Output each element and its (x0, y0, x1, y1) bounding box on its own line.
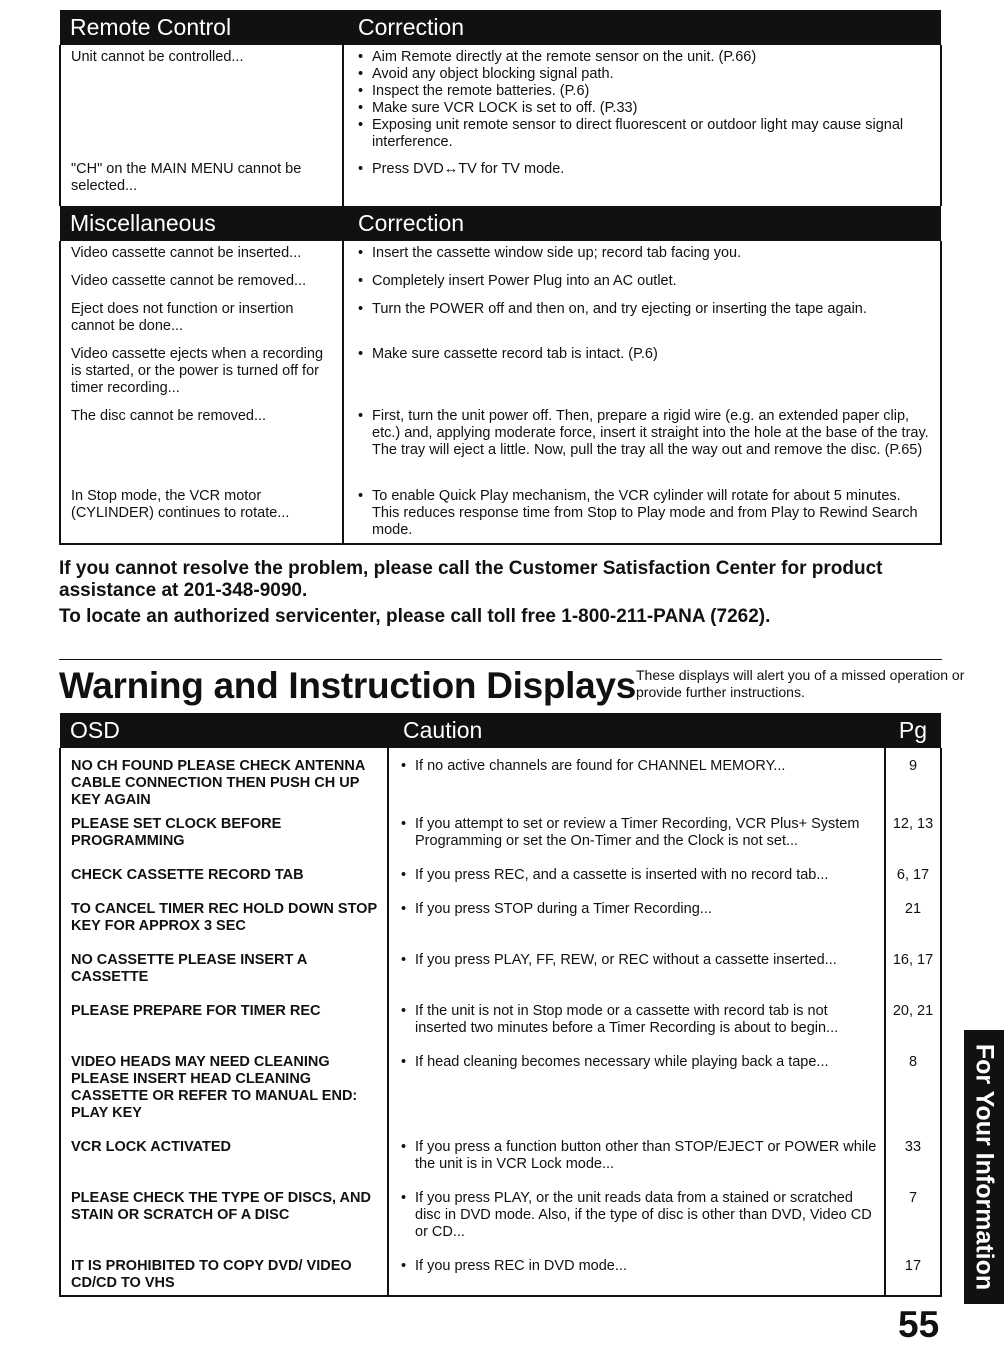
symptom-cell: In Stop mode, the VCR motor (CYLINDER) continues to rotate... (60, 484, 343, 544)
misc-correction-header: Correction (343, 206, 941, 241)
osd-table (59, 713, 942, 1297)
miscellaneous-header: Miscellaneous (60, 206, 343, 241)
symptom-cell: "CH" on the MAIN MENU cannot be selected... (60, 157, 343, 206)
table-row (60, 1258, 941, 1296)
caution-text: • If you press PLAY, or the unit reads data from a stained or scratched disc in DVD mode. Also, if the type of disc is other than DVD, Video CD or CD... (401, 1190, 878, 1241)
page-ref: 16, 17 (885, 952, 941, 1003)
symptom-cell: Video cassette ejects when a recording is started, or the power is turned off for timer recording... (60, 342, 343, 404)
table-row (60, 241, 941, 269)
symptom-cell: Eject does not function or insertion cannot be done... (60, 297, 343, 342)
caution-text: • If you press REC in DVD mode... (401, 1258, 878, 1275)
caution-text: • If you press PLAY, FF, REW, or REC without a cassette inserted... (401, 952, 878, 969)
correction-item: • Make sure VCR LOCK is set to off. (P.33) (358, 100, 930, 117)
symptom-cell: The disc cannot be removed... (60, 404, 343, 484)
miscellaneous-table (59, 206, 942, 545)
section-title: Warning and Instruction Displays (59, 665, 636, 706)
table-row (60, 1139, 941, 1190)
correction-cell (343, 45, 941, 157)
osd-message: VCR LOCK ACTIVATED (60, 1139, 388, 1190)
page-number: 55 (898, 1304, 940, 1345)
osd-message: TO CANCEL TIMER REC HOLD DOWN STOP KEY FOR APPROX 3 SEC (60, 901, 388, 952)
caution-text: • If head cleaning becomes necessary while playing back a tape... (401, 1054, 878, 1071)
correction-item: • Press DVD↔TV for TV mode. (358, 161, 930, 178)
table-row (60, 342, 941, 404)
osd-message: VIDEO HEADS MAY NEED CLEANING PLEASE INSERT HEAD CLEANING CASSETTE OR REFER TO MANUAL END: PLAY KEY (60, 1054, 388, 1139)
correction-cell (343, 157, 941, 206)
symptom-cell: Video cassette cannot be inserted... (60, 241, 343, 269)
table-row (60, 45, 941, 157)
caution-text: • If the unit is not in Stop mode or a cassette with record tab is not inserted two minutes before a Timer Recording is about to begin... (401, 1003, 878, 1037)
caution-header: Caution (388, 713, 885, 748)
correction-item: • Make sure cassette record tab is intact. (P.6) (358, 346, 930, 363)
table-row (60, 1190, 941, 1258)
osd-message: PLEASE SET CLOCK BEFORE PROGRAMMING (60, 816, 388, 867)
section-subtitle: These displays will alert you of a missed operation or provide further instructions. (636, 667, 965, 700)
table-row (60, 867, 941, 901)
correction-item: • Insert the cassette window side up; record tab facing you. (358, 245, 930, 262)
correction-item: • Turn the POWER off and then on, and try ejecting or inserting the tape again. (358, 301, 930, 318)
correction-item: • First, turn the unit power off. Then, prepare a rigid wire (e.g. an extended paper clip, etc.) and, applying moderate force, insert it straight into the hole at the base of the tray. The tray will eject a little. Now, pull the tray all the way out and remove the disc. (P.65) (358, 408, 930, 459)
page-ref: 6, 17 (885, 867, 941, 901)
correction-item: • To enable Quick Play mechanism, the VCR cylinder will rotate for about 5 minutes. This reduces response time from Stop to Play mode and from Play to Rewind Search mode. (358, 488, 930, 539)
side-tab-label: For Your Information (970, 1043, 999, 1291)
correction-item: • Exposing unit remote sensor to direct fluorescent or outdoor light may cause signal interference. (358, 117, 930, 151)
section-side-tab (964, 1030, 1004, 1304)
osd-message: CHECK CASSETTE RECORD TAB (60, 867, 388, 901)
page-ref: 8 (885, 1054, 941, 1139)
table-row (60, 404, 941, 484)
table-row (60, 816, 941, 867)
table-row (60, 157, 941, 206)
remote-correction-header: Correction (343, 10, 941, 45)
customer-service-note: If you cannot resolve the problem, please call the Customer Satisfaction Center for product assistance at 201-348-9090. (59, 558, 883, 601)
symptom-cell: Unit cannot be controlled... (60, 45, 343, 157)
table-row (60, 1003, 941, 1054)
caution-text: • If you press a function button other than STOP/EJECT or POWER while the unit is in VCR Lock mode... (401, 1139, 878, 1173)
page-ref: 7 (885, 1190, 941, 1258)
table-row (60, 269, 941, 297)
table-row (60, 758, 941, 816)
osd-message: IT IS PROHIBITED TO COPY DVD/ VIDEO CD/CD TO VHS (60, 1258, 388, 1296)
caution-text: • If no active channels are found for CHANNEL MEMORY... (401, 758, 878, 775)
correction-item: • Aim Remote directly at the remote sensor on the unit. (P.66) (358, 49, 930, 66)
remote-control-table (59, 10, 942, 206)
osd-message: NO CASSETTE PLEASE INSERT A CASSETTE (60, 952, 388, 1003)
table-row (60, 484, 941, 544)
page-ref: 12, 13 (885, 816, 941, 867)
correction-item: • Avoid any object blocking signal path. (358, 66, 930, 83)
table-row (60, 952, 941, 1003)
osd-header: OSD (60, 713, 388, 748)
osd-message: PLEASE CHECK THE TYPE OF DISCS, AND STAIN OR SCRATCH OF A DISC (60, 1190, 388, 1258)
table-row (60, 297, 941, 342)
page-ref: 17 (885, 1258, 941, 1296)
table-row (60, 1054, 941, 1139)
symptom-cell: Video cassette cannot be removed... (60, 269, 343, 297)
caution-text: • If you attempt to set or review a Timer Recording, VCR Plus+ System Programming or set the On-Timer and the Clock is not set... (401, 816, 878, 850)
table-row (60, 901, 941, 952)
correction-item: • Completely insert Power Plug into an AC outlet. (358, 273, 930, 290)
page-ref: 21 (885, 901, 941, 952)
correction-item: • Inspect the remote batteries. (P.6) (358, 83, 930, 100)
section-divider (59, 659, 942, 660)
osd-message: PLEASE PREPARE FOR TIMER REC (60, 1003, 388, 1054)
servicenter-note: To locate an authorized servicenter, please call toll free 1-800-211-PANA (7262). (59, 606, 771, 627)
caution-text: • If you press REC, and a cassette is inserted with no record tab... (401, 867, 878, 884)
page-ref: 33 (885, 1139, 941, 1190)
remote-control-header: Remote Control (60, 10, 343, 45)
osd-message: NO CH FOUND PLEASE CHECK ANTENNA CABLE CONNECTION THEN PUSH CH UP KEY AGAIN (60, 758, 388, 816)
page-ref: 20, 21 (885, 1003, 941, 1054)
page-ref: 9 (885, 758, 941, 816)
pg-header: Pg (885, 713, 941, 748)
caution-text: • If you press STOP during a Timer Recording... (401, 901, 878, 918)
